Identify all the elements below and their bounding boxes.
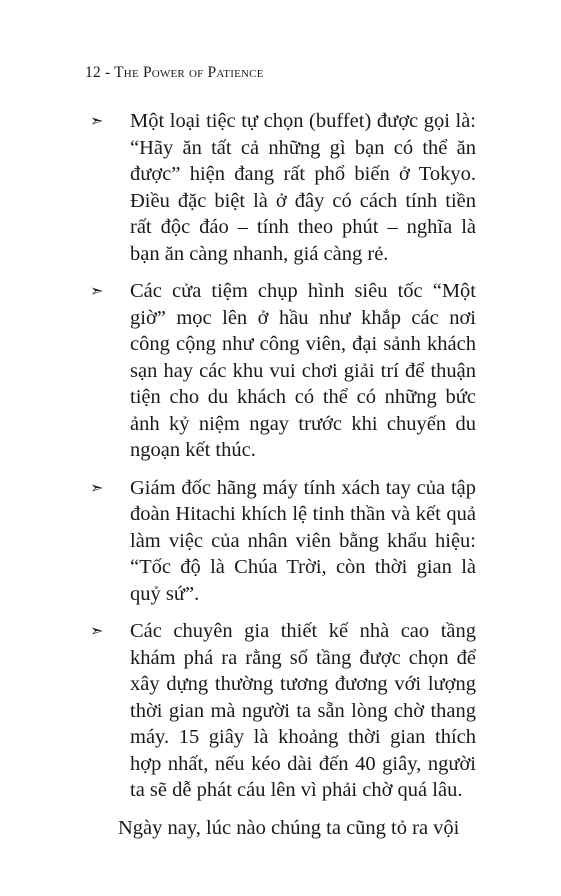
book-title: The Power of Patience bbox=[114, 64, 264, 81]
page-number: 12 bbox=[85, 64, 101, 81]
page-body bbox=[84, 108, 476, 862]
header-separator: - bbox=[100, 64, 115, 81]
bullet-item-buffet bbox=[84, 108, 476, 267]
bullet-item-hitachi bbox=[84, 475, 476, 608]
arrow-bullet-icon: ➣ bbox=[90, 283, 104, 300]
arrow-bullet-icon: ➣ bbox=[90, 623, 104, 640]
bullet-item-photo-shops bbox=[84, 278, 476, 464]
closing-paragraph: Ngày nay, lúc nào chúng ta cũng tỏ ra vội bbox=[118, 816, 460, 839]
arrow-bullet-icon: ➣ bbox=[90, 113, 104, 130]
bullet-text: Giám đốc hãng máy tính xách tay của tập đoàn Hitachi khích lệ tinh thần và kết quả làm việc của nhân viên bằng khẩu hiệu: “Tốc độ là Chúa Trời, còn thời gian là quỷ sứ”. bbox=[130, 476, 476, 605]
arrow-bullet-icon: ➣ bbox=[90, 479, 104, 497]
bullet-text: Một loại tiệc tự chọn (buffet) được gọi là: “Hãy ăn tất cả những gì bạn có thể ăn được” hiện đang rất phổ biến ở Tokyo. Điều đặc biệt là ở đây có cách tính tiền rất độc đáo – tính theo phút – nghĩa là bạn ăn càng nhanh, giá càng rẻ. bbox=[130, 110, 476, 265]
bullet-item-elevators bbox=[84, 618, 476, 804]
bullet-text: Các chuyên gia thiết kế nhà cao tầng khám phá ra rằng số tầng được chọn để xây dựng thường tương đương với lượng thời gian mà người ta sẵn lòng chờ thang máy. 15 giây là khoảng thời gian thích hợp nhất, nếu kéo dài đến 40 giây, người ta sẽ dễ phát cáu lên vì phải chờ quá lâu. bbox=[130, 620, 476, 801]
running-header bbox=[85, 64, 264, 82]
bullet-text: Các cửa tiệm chụp hình siêu tốc “Một giờ” mọc lên ở hầu như khắp các nơi công cộng như công viên, đại sảnh khách sạn hay các khu vui chơi giải trí để thuận tiện cho du khách có thể có những bức ảnh kỷ niệm ngay trước khi chuyến du ngoạn kết thúc. bbox=[130, 280, 476, 461]
